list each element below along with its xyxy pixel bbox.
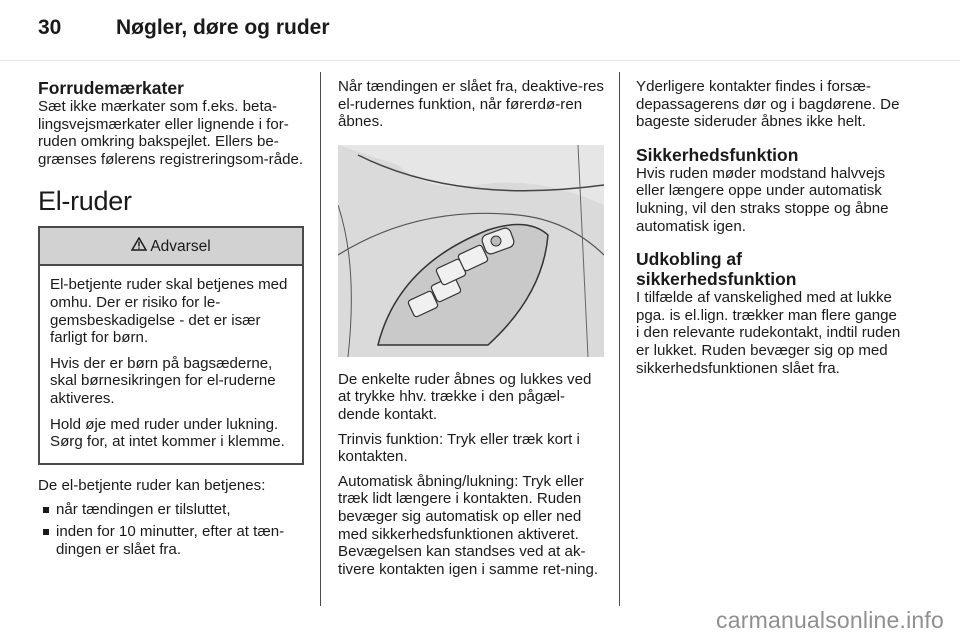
power-windows-heading: El-ruder [38,186,132,217]
column-divider [619,72,620,606]
bullet-icon [43,529,49,535]
safety-paragraph: Hvis ruden møder modstand halvvejs eller længere oppe under automatisk lukning, vil den straks stoppe og åbne automatisk igen. [636,164,889,235]
warning-box [38,226,304,464]
sticker-paragraph: Sæt ikke mærkater som f.eks. beta-lingsvejsmærkater eller lignende i for-ruden omkring bakspejlet. Ellers be-grænses følerens registreringsom-råde. [38,98,304,168]
sticker-heading: Forrudemærkater [38,78,184,98]
list-item-text: inden for 10 minutter, efter at tæn-dingen er slået fra. [56,522,285,558]
column-divider [320,72,321,606]
column-left [38,78,304,562]
warning-header [40,228,302,266]
warning-icon [131,237,147,256]
warning-paragraph: El-betjente ruder skal betjenes med omhu. Der er risiko for le-gemsbeskadigelse - det er især farligt for børn. [50,276,288,347]
automatic-paragraph: Automatisk åbning/lukning: Tryk eller træk lidt længere i kontakten. Ruden bevæger sig automatisk op eller ned med sikkerhedsfunktionen aktiveret. Bevægelsen kan standses ved at ak-tivere kontakten igen i samme ret-ning. [338,472,599,578]
operate-intro: De el-betjente ruder kan betjenes: [38,476,266,494]
ignition-off-paragraph: Når tændingen er slået fra, deaktive-res el-rudernes funktion, når førerdø-ren åbnes. [338,78,604,131]
override-heading: Udkobling af sikkerhedsfunktion [636,249,797,290]
override-paragraph: I tilfælde af vanskelighed med at lukke pga. is el.lign. trækker man flere gange i den relevante rudekontakt, indtil ruden er lukket. Ruden bevæger sig op med sikkerhedsfunktionen slået fra. [636,289,901,377]
stepwise-paragraph: Trinvis funktion: Tryk eller træk kort i kontakten. [338,430,580,466]
column-middle [338,78,605,585]
warning-title: Advarsel [150,237,211,255]
warning-body [40,266,302,462]
column-right [636,78,904,384]
list-item-text: når tændingen er tilsluttet, [56,501,231,519]
additional-switches-paragraph: Yderligere kontakter findes i forsæ-depassagerens dør og i bagdørene. De bageste sideruder åbnes ikke helt. [636,78,900,131]
page-number: 30 [38,16,62,39]
chapter-title: Nøgler, døre og ruder [116,16,330,39]
page-header [38,16,330,40]
warning-paragraph: Hvis der er børn på bagsæderne, skal børnesikringen for el-ruderne aktiveres. [50,354,276,407]
list-item [38,501,304,519]
bullet-icon [43,507,49,513]
switch-paragraph: De enkelte ruder åbnes og lukkes ved at trykke hhv. trække i den pågæl-dende kontakt. [338,370,592,423]
watermark: carmanualsonline.info [716,607,944,633]
list-item [38,523,304,558]
safety-heading: Sikkerhedsfunktion [636,144,799,165]
bullet-list [38,501,304,558]
warning-paragraph: Hold øje med ruder under lukning. Sørg for, at intet kommer i klemme. [50,415,285,451]
window-switch-photo [338,145,604,357]
header-rule [0,60,960,61]
